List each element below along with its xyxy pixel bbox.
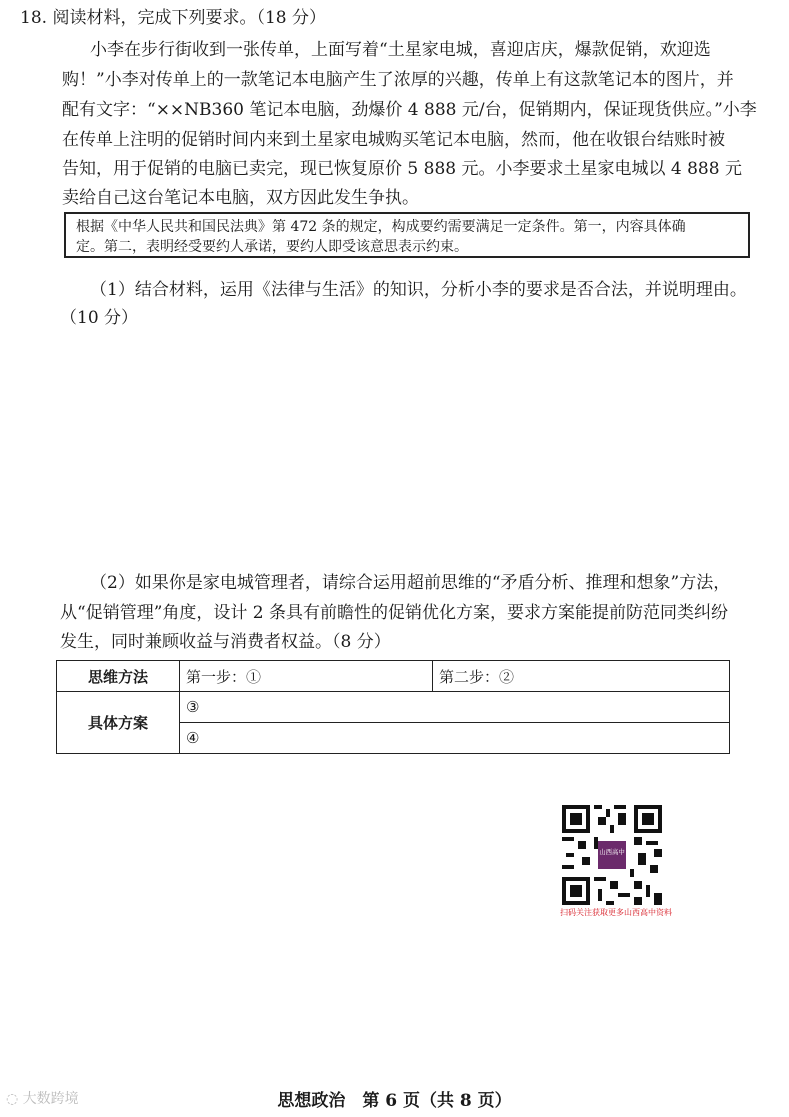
legal-notice-box — [64, 212, 750, 258]
notice-line: 根据《中华人民共和国民法典》第 472 条的规定，构成要约需要满足一定条件。第一，内容具体确 — [76, 219, 686, 235]
qr-code[interactable] — [562, 805, 662, 905]
sub-question-2-line: 从“促销管理”角度，设计 2 条具有前瞻性的促销优化方案，要求方案能提前防范同类纠纷 — [60, 603, 729, 623]
sub-question-2-line: （2）如果你是家电城管理者，请综合运用超前思维的“矛盾分析、推理和想象”方法， — [90, 573, 731, 593]
step2-cell[interactable]: 第二步：② — [433, 661, 730, 692]
qr-caption: 扫码关注获取更多山西高中资料 — [560, 908, 672, 917]
material-line: 告知，用于促销的电脑已卖完，现已恢复原价 5 888 元。小李要求土星家电城以 4 888 元 — [62, 159, 742, 179]
material-line: 配有文字：“××NB360 笔记本电脑，劲爆价 4 888 元/台，促销期内，保证现货供应。”小李 — [62, 100, 757, 120]
plan2-cell[interactable]: ④ — [180, 723, 730, 754]
sub-question-2-line: 发生，同时兼顾收益与消费者权益。（8 分） — [60, 632, 391, 652]
plan-label: 具体方案 — [57, 692, 180, 754]
page-footer: 思想政治 第 6 页（共 8 页） — [277, 1091, 512, 1111]
material-line: 在传单上注明的促销时间内来到土星家电城购买笔记本电脑，然而，他在收银台结账时被 — [62, 130, 725, 150]
thinking-method-label: 思维方法 — [57, 661, 180, 692]
answer-space-1[interactable] — [60, 335, 740, 555]
sub-question-1-line: （10 分） — [60, 308, 139, 328]
notice-line: 定。第二，表明经受要约人承诺，要约人即受该意思表示约束。 — [76, 239, 468, 255]
watermark-text: 大数跨境 — [22, 1091, 79, 1107]
material-line: 购！”小李对传单上的一款笔记本电脑产生了浓厚的兴趣，传单上有这款笔记本的图片，并 — [62, 70, 734, 90]
watermark-logo-icon: ◌ — [6, 1091, 19, 1107]
answer-table — [56, 660, 730, 754]
material-line: 卖给自己这台笔记本电脑，双方因此发生争执。 — [62, 188, 419, 208]
sub-question-1-line: （1）结合材料，运用《法律与生活》的知识，分析小李的要求是否合法，并说明理由。 — [90, 280, 747, 300]
qr-badge-text: 山西高中 — [599, 847, 625, 856]
step1-cell[interactable]: 第一步：① — [180, 661, 433, 692]
plan1-cell[interactable]: ③ — [180, 692, 730, 723]
material-line: 小李在步行街收到一张传单，上面写着“土星家电城，喜迎店庆，爆款促销，欢迎选 — [90, 40, 711, 60]
question-header: 18. 阅读材料，完成下列要求。（18 分） — [20, 8, 326, 28]
